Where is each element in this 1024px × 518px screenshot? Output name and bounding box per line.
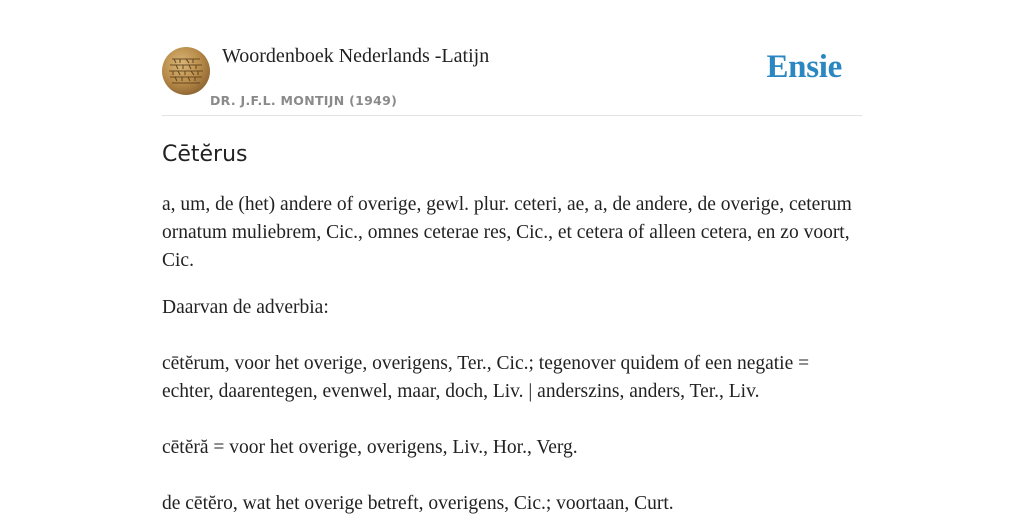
book-author: DR. J.F.L. MONTIJN (1949): [210, 93, 398, 108]
header: [162, 0, 862, 116]
book-cover-coin-icon[interactable]: [162, 47, 210, 95]
entry-paragraph: cētĕrum, voor het overige, overigens, Ter., Cic.; tegenover quidem of een negatie = echter, daarentegen, evenwel, maar, doch, Liv. | anderszins, anders, Ter., Liv.: [162, 353, 810, 402]
page: [162, 0, 862, 518]
entry-paragraph: a, um, de (het) andere of overige, gewl. plur. ceteri, ae, a, de andere, de overige, ceterum ornatum muliebrem, Cic., omnes ceterae res, Cic., et cetera of alleen cetera, en zo voort, Cic.: [162, 194, 852, 271]
book-title[interactable]: Woordenboek Nederlands -Latijn: [222, 45, 490, 67]
entry-paragraph: cētĕră = voor het overige, overigens, Liv., Hor., Verg.: [162, 437, 578, 458]
entry-paragraph: de cētĕro, wat het overige betreft, overigens, Cic.; voortaan, Curt.: [162, 493, 674, 514]
brand-logo[interactable]: Ensie: [766, 49, 842, 85]
entry-headword: Cētĕrus: [162, 142, 248, 167]
entry-paragraph: Daarvan de adverbia:: [162, 297, 329, 318]
coin-inscription-icon: [162, 47, 210, 95]
